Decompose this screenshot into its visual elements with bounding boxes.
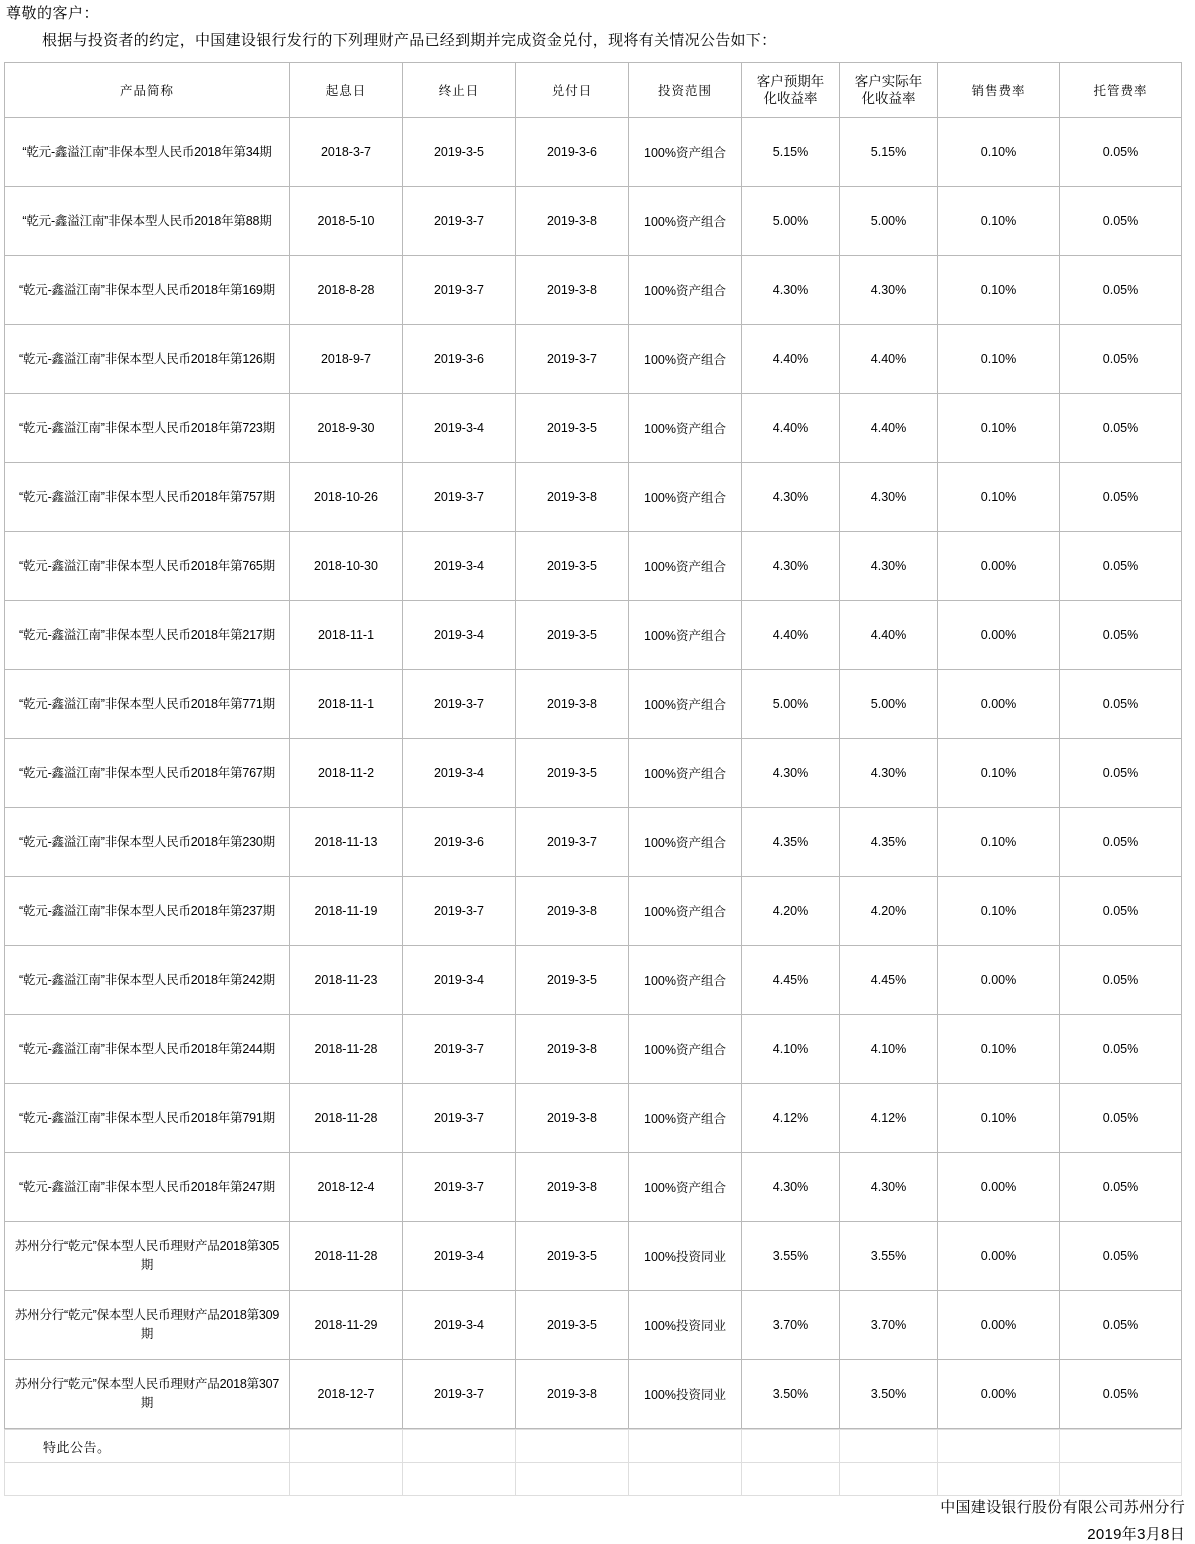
cell-start-date: 2018-8-28 xyxy=(290,256,403,325)
table-row xyxy=(5,1222,1182,1291)
cell-investment-scope: 100%资产组合 xyxy=(629,394,742,463)
cell-actual-yield: 4.40% xyxy=(840,394,938,463)
cell-product-name: 苏州分行“乾元”保本型人民币理财产品2018第305期 xyxy=(5,1222,290,1291)
cell-actual-yield: 4.30% xyxy=(840,463,938,532)
cell-start-date: 2018-11-29 xyxy=(290,1291,403,1360)
blank-cell xyxy=(938,1430,1060,1463)
cell-start-date: 2018-11-1 xyxy=(290,670,403,739)
footer-table xyxy=(4,1429,1182,1496)
cell-end-date: 2019-3-4 xyxy=(403,394,516,463)
cell-end-date: 2019-3-7 xyxy=(403,1015,516,1084)
cell-start-date: 2018-11-23 xyxy=(290,946,403,1015)
cell-start-date: 2018-10-30 xyxy=(290,532,403,601)
blank-cell xyxy=(629,1430,742,1463)
cell-custody-fee: 0.05% xyxy=(1060,118,1182,187)
cell-payment-date: 2019-3-8 xyxy=(516,1084,629,1153)
table-row xyxy=(5,1084,1182,1153)
cell-payment-date: 2019-3-7 xyxy=(516,808,629,877)
cell-expected-yield: 4.30% xyxy=(742,256,840,325)
cell-investment-scope: 100%资产组合 xyxy=(629,946,742,1015)
cell-sale-fee: 0.10% xyxy=(938,394,1060,463)
cell-expected-yield: 4.40% xyxy=(742,601,840,670)
cell-actual-yield: 4.30% xyxy=(840,532,938,601)
cell-actual-yield: 4.12% xyxy=(840,1084,938,1153)
cell-sale-fee: 0.10% xyxy=(938,808,1060,877)
table-row xyxy=(5,187,1182,256)
salutation: 尊敬的客户： xyxy=(6,5,100,22)
cell-custody-fee: 0.05% xyxy=(1060,187,1182,256)
cell-product-name: “乾元-鑫溢江南”非保本型人民币2018年第771期 xyxy=(5,670,290,739)
table-row xyxy=(5,463,1182,532)
cell-custody-fee: 0.05% xyxy=(1060,1222,1182,1291)
cell-product-name: “乾元-鑫溢江南”非保本型人民币2018年第34期 xyxy=(5,118,290,187)
cell-product-name: “乾元-鑫溢江南”非保本型人民币2018年第126期 xyxy=(5,325,290,394)
cell-payment-date: 2019-3-5 xyxy=(516,1222,629,1291)
cell-investment-scope: 100%资产组合 xyxy=(629,118,742,187)
cell-expected-yield: 3.50% xyxy=(742,1360,840,1429)
cell-custody-fee: 0.05% xyxy=(1060,877,1182,946)
cell-start-date: 2018-11-28 xyxy=(290,1015,403,1084)
cell-actual-yield: 4.35% xyxy=(840,808,938,877)
cell-payment-date: 2019-3-5 xyxy=(516,739,629,808)
cell-end-date: 2019-3-7 xyxy=(403,1153,516,1222)
cell-payment-date: 2019-3-5 xyxy=(516,532,629,601)
cell-sale-fee: 0.10% xyxy=(938,463,1060,532)
cell-product-name: “乾元-鑫溢江南”非保本型人民币2018年第217期 xyxy=(5,601,290,670)
cell-investment-scope: 100%资产组合 xyxy=(629,1084,742,1153)
blank-cell xyxy=(742,1430,840,1463)
header-expected-yield xyxy=(742,63,840,118)
table-header xyxy=(5,63,1182,118)
cell-payment-date: 2019-3-8 xyxy=(516,1015,629,1084)
table-row xyxy=(5,118,1182,187)
cell-sale-fee: 0.00% xyxy=(938,670,1060,739)
intro-paragraph: 根据与投资者的约定，中国建设银行发行的下列理财产品已经到期并完成资金兑付，现将有关情况公告如下： xyxy=(42,32,777,49)
cell-payment-date: 2019-3-6 xyxy=(516,118,629,187)
date-line: 2019年3月8日 xyxy=(1087,1526,1185,1543)
cell-payment-date: 2019-3-8 xyxy=(516,256,629,325)
cell-custody-fee: 0.05% xyxy=(1060,670,1182,739)
blank-cell xyxy=(516,1463,629,1496)
cell-payment-date: 2019-3-8 xyxy=(516,463,629,532)
table-row xyxy=(5,532,1182,601)
blank-cell xyxy=(290,1430,403,1463)
table-row xyxy=(5,325,1182,394)
table-row xyxy=(5,670,1182,739)
cell-payment-date: 2019-3-7 xyxy=(516,325,629,394)
cell-payment-date: 2019-3-5 xyxy=(516,601,629,670)
cell-product-name: “乾元-鑫溢江南”非保本型人民币2018年第765期 xyxy=(5,532,290,601)
cell-investment-scope: 100%资产组合 xyxy=(629,1015,742,1084)
cell-sale-fee: 0.00% xyxy=(938,532,1060,601)
cell-actual-yield: 4.40% xyxy=(840,325,938,394)
cell-end-date: 2019-3-6 xyxy=(403,808,516,877)
cell-actual-yield: 5.00% xyxy=(840,670,938,739)
cell-expected-yield: 4.20% xyxy=(742,877,840,946)
blank-cell xyxy=(516,1430,629,1463)
cell-investment-scope: 100%资产组合 xyxy=(629,670,742,739)
cell-end-date: 2019-3-7 xyxy=(403,670,516,739)
blank-cell xyxy=(1060,1463,1182,1496)
notice-row xyxy=(5,1430,1182,1463)
cell-expected-yield: 5.15% xyxy=(742,118,840,187)
table-row xyxy=(5,394,1182,463)
cell-expected-yield: 5.00% xyxy=(742,670,840,739)
products-table xyxy=(4,62,1182,1429)
cell-sale-fee: 0.10% xyxy=(938,877,1060,946)
table-row xyxy=(5,1153,1182,1222)
header-expected-yield-line1: 客户预期年 xyxy=(756,74,825,89)
blank-cell xyxy=(403,1430,516,1463)
table-row xyxy=(5,601,1182,670)
cell-start-date: 2018-9-30 xyxy=(290,394,403,463)
cell-expected-yield: 4.35% xyxy=(742,808,840,877)
cell-end-date: 2019-3-4 xyxy=(403,1222,516,1291)
cell-custody-fee: 0.05% xyxy=(1060,463,1182,532)
cell-start-date: 2018-11-28 xyxy=(290,1222,403,1291)
cell-end-date: 2019-3-4 xyxy=(403,532,516,601)
cell-expected-yield: 4.30% xyxy=(742,739,840,808)
cell-sale-fee: 0.00% xyxy=(938,601,1060,670)
cell-investment-scope: 100%资产组合 xyxy=(629,532,742,601)
signature-line: 中国建设银行股份有限公司苏州分行 xyxy=(940,1499,1185,1516)
cell-expected-yield: 4.40% xyxy=(742,325,840,394)
cell-custody-fee: 0.05% xyxy=(1060,1015,1182,1084)
blank-cell xyxy=(840,1463,938,1496)
header-custody-fee: 托管费率 xyxy=(1060,63,1182,118)
cell-start-date: 2018-11-2 xyxy=(290,739,403,808)
cell-investment-scope: 100%资产组合 xyxy=(629,463,742,532)
cell-payment-date: 2019-3-8 xyxy=(516,670,629,739)
cell-investment-scope: 100%资产组合 xyxy=(629,187,742,256)
table-row xyxy=(5,1015,1182,1084)
cell-end-date: 2019-3-7 xyxy=(403,463,516,532)
cell-sale-fee: 0.10% xyxy=(938,256,1060,325)
cell-sale-fee: 0.00% xyxy=(938,1360,1060,1429)
cell-end-date: 2019-3-4 xyxy=(403,739,516,808)
cell-sale-fee: 0.10% xyxy=(938,1084,1060,1153)
cell-product-name: “乾元-鑫溢江南”非保本型人民币2018年第757期 xyxy=(5,463,290,532)
table-row xyxy=(5,739,1182,808)
cell-payment-date: 2019-3-8 xyxy=(516,1360,629,1429)
cell-sale-fee: 0.10% xyxy=(938,1015,1060,1084)
blank-cell xyxy=(5,1463,290,1496)
cell-start-date: 2018-11-1 xyxy=(290,601,403,670)
header-payment-date: 兑付日 xyxy=(516,63,629,118)
cell-start-date: 2018-11-13 xyxy=(290,808,403,877)
cell-payment-date: 2019-3-8 xyxy=(516,187,629,256)
cell-custody-fee: 0.05% xyxy=(1060,739,1182,808)
cell-payment-date: 2019-3-5 xyxy=(516,946,629,1015)
header-end-date: 终止日 xyxy=(403,63,516,118)
cell-sale-fee: 0.00% xyxy=(938,1222,1060,1291)
cell-sale-fee: 0.00% xyxy=(938,946,1060,1015)
cell-investment-scope: 100%投资同业 xyxy=(629,1222,742,1291)
cell-expected-yield: 3.70% xyxy=(742,1291,840,1360)
header-start-date: 起息日 xyxy=(290,63,403,118)
cell-end-date: 2019-3-7 xyxy=(403,187,516,256)
blank-cell xyxy=(629,1463,742,1496)
cell-payment-date: 2019-3-5 xyxy=(516,394,629,463)
cell-investment-scope: 100%资产组合 xyxy=(629,325,742,394)
cell-custody-fee: 0.05% xyxy=(1060,1084,1182,1153)
cell-end-date: 2019-3-5 xyxy=(403,118,516,187)
cell-investment-scope: 100%资产组合 xyxy=(629,739,742,808)
cell-sale-fee: 0.00% xyxy=(938,1153,1060,1222)
cell-start-date: 2018-5-10 xyxy=(290,187,403,256)
table-row xyxy=(5,256,1182,325)
cell-actual-yield: 4.10% xyxy=(840,1015,938,1084)
blank-cell xyxy=(290,1463,403,1496)
cell-custody-fee: 0.05% xyxy=(1060,532,1182,601)
cell-start-date: 2018-9-7 xyxy=(290,325,403,394)
cell-custody-fee: 0.05% xyxy=(1060,325,1182,394)
cell-investment-scope: 100%投资同业 xyxy=(629,1291,742,1360)
cell-sale-fee: 0.00% xyxy=(938,1291,1060,1360)
cell-sale-fee: 0.10% xyxy=(938,187,1060,256)
header-sale-fee: 销售费率 xyxy=(938,63,1060,118)
cell-payment-date: 2019-3-8 xyxy=(516,877,629,946)
table-header-row xyxy=(5,63,1182,118)
cell-actual-yield: 3.50% xyxy=(840,1360,938,1429)
cell-product-name: “乾元-鑫溢江南”非保本型人民币2018年第723期 xyxy=(5,394,290,463)
header-actual-yield-line1: 客户实际年 xyxy=(854,74,923,89)
cell-actual-yield: 3.70% xyxy=(840,1291,938,1360)
cell-product-name: “乾元-鑫溢江南”非保本型人民币2018年第169期 xyxy=(5,256,290,325)
cell-sale-fee: 0.10% xyxy=(938,118,1060,187)
cell-product-name: “乾元-鑫溢江南”非保本型人民币2018年第237期 xyxy=(5,877,290,946)
cell-end-date: 2019-3-6 xyxy=(403,325,516,394)
cell-expected-yield: 4.30% xyxy=(742,532,840,601)
cell-payment-date: 2019-3-5 xyxy=(516,1291,629,1360)
cell-actual-yield: 4.30% xyxy=(840,739,938,808)
cell-product-name: 苏州分行“乾元”保本型人民币理财产品2018第309期 xyxy=(5,1291,290,1360)
cell-product-name: “乾元-鑫溢江南”非保本型人民币2018年第88期 xyxy=(5,187,290,256)
cell-investment-scope: 100%投资同业 xyxy=(629,1360,742,1429)
cell-expected-yield: 4.10% xyxy=(742,1015,840,1084)
cell-end-date: 2019-3-4 xyxy=(403,1291,516,1360)
header-expected-yield-line2: 化收益率 xyxy=(763,91,818,106)
header-product-name: 产品简称 xyxy=(5,63,290,118)
cell-custody-fee: 0.05% xyxy=(1060,1291,1182,1360)
cell-product-name: “乾元-鑫溢江南”非保本型人民币2018年第230期 xyxy=(5,808,290,877)
cell-investment-scope: 100%资产组合 xyxy=(629,1153,742,1222)
cell-payment-date: 2019-3-8 xyxy=(516,1153,629,1222)
cell-custody-fee: 0.05% xyxy=(1060,1153,1182,1222)
cell-end-date: 2019-3-7 xyxy=(403,877,516,946)
cell-expected-yield: 4.30% xyxy=(742,463,840,532)
cell-expected-yield: 4.30% xyxy=(742,1153,840,1222)
cell-start-date: 2018-3-7 xyxy=(290,118,403,187)
cell-custody-fee: 0.05% xyxy=(1060,808,1182,877)
header-actual-yield-line2: 化收益率 xyxy=(861,91,916,106)
cell-custody-fee: 0.05% xyxy=(1060,394,1182,463)
cell-product-name: “乾元-鑫溢江南”非保本型人民币2018年第242期 xyxy=(5,946,290,1015)
cell-investment-scope: 100%资产组合 xyxy=(629,808,742,877)
cell-investment-scope: 100%资产组合 xyxy=(629,601,742,670)
cell-sale-fee: 0.10% xyxy=(938,739,1060,808)
table-row xyxy=(5,1360,1182,1429)
cell-expected-yield: 5.00% xyxy=(742,187,840,256)
spacer-row xyxy=(5,1463,1182,1496)
table-row xyxy=(5,1291,1182,1360)
cell-end-date: 2019-3-7 xyxy=(403,1360,516,1429)
cell-start-date: 2018-12-4 xyxy=(290,1153,403,1222)
cell-actual-yield: 5.00% xyxy=(840,187,938,256)
cell-actual-yield: 4.40% xyxy=(840,601,938,670)
header-investment-scope: 投资范围 xyxy=(629,63,742,118)
cell-product-name: 苏州分行“乾元”保本型人民币理财产品2018第307期 xyxy=(5,1360,290,1429)
cell-product-name: “乾元-鑫溢江南”非保本型人民币2018年第767期 xyxy=(5,739,290,808)
cell-custody-fee: 0.05% xyxy=(1060,601,1182,670)
cell-actual-yield: 4.45% xyxy=(840,946,938,1015)
blank-cell xyxy=(403,1463,516,1496)
table-row xyxy=(5,946,1182,1015)
cell-end-date: 2019-3-7 xyxy=(403,256,516,325)
cell-product-name: “乾元-鑫溢江南”非保本型人民币2018年第244期 xyxy=(5,1015,290,1084)
cell-actual-yield: 4.20% xyxy=(840,877,938,946)
cell-actual-yield: 5.15% xyxy=(840,118,938,187)
cell-actual-yield: 3.55% xyxy=(840,1222,938,1291)
cell-expected-yield: 4.12% xyxy=(742,1084,840,1153)
table-row xyxy=(5,808,1182,877)
table-row xyxy=(5,877,1182,946)
cell-product-name: “乾元-鑫溢江南”非保本型人民币2018年第247期 xyxy=(5,1153,290,1222)
cell-custody-fee: 0.05% xyxy=(1060,256,1182,325)
blank-cell xyxy=(938,1463,1060,1496)
notice-text: 特此公告。 xyxy=(5,1430,290,1463)
blank-cell xyxy=(840,1430,938,1463)
cell-actual-yield: 4.30% xyxy=(840,256,938,325)
cell-expected-yield: 4.40% xyxy=(742,394,840,463)
cell-custody-fee: 0.05% xyxy=(1060,1360,1182,1429)
cell-product-name: “乾元-鑫溢江南”非保本型人民币2018年第791期 xyxy=(5,1084,290,1153)
table-body xyxy=(5,118,1182,1429)
cell-end-date: 2019-3-7 xyxy=(403,1084,516,1153)
header-actual-yield xyxy=(840,63,938,118)
cell-expected-yield: 4.45% xyxy=(742,946,840,1015)
cell-investment-scope: 100%资产组合 xyxy=(629,256,742,325)
cell-start-date: 2018-12-7 xyxy=(290,1360,403,1429)
cell-end-date: 2019-3-4 xyxy=(403,946,516,1015)
blank-cell xyxy=(1060,1430,1182,1463)
cell-sale-fee: 0.10% xyxy=(938,325,1060,394)
cell-actual-yield: 4.30% xyxy=(840,1153,938,1222)
cell-expected-yield: 3.55% xyxy=(742,1222,840,1291)
cell-start-date: 2018-11-19 xyxy=(290,877,403,946)
cell-start-date: 2018-10-26 xyxy=(290,463,403,532)
cell-investment-scope: 100%资产组合 xyxy=(629,877,742,946)
blank-cell xyxy=(742,1463,840,1496)
cell-end-date: 2019-3-4 xyxy=(403,601,516,670)
cell-start-date: 2018-11-28 xyxy=(290,1084,403,1153)
cell-custody-fee: 0.05% xyxy=(1060,946,1182,1015)
